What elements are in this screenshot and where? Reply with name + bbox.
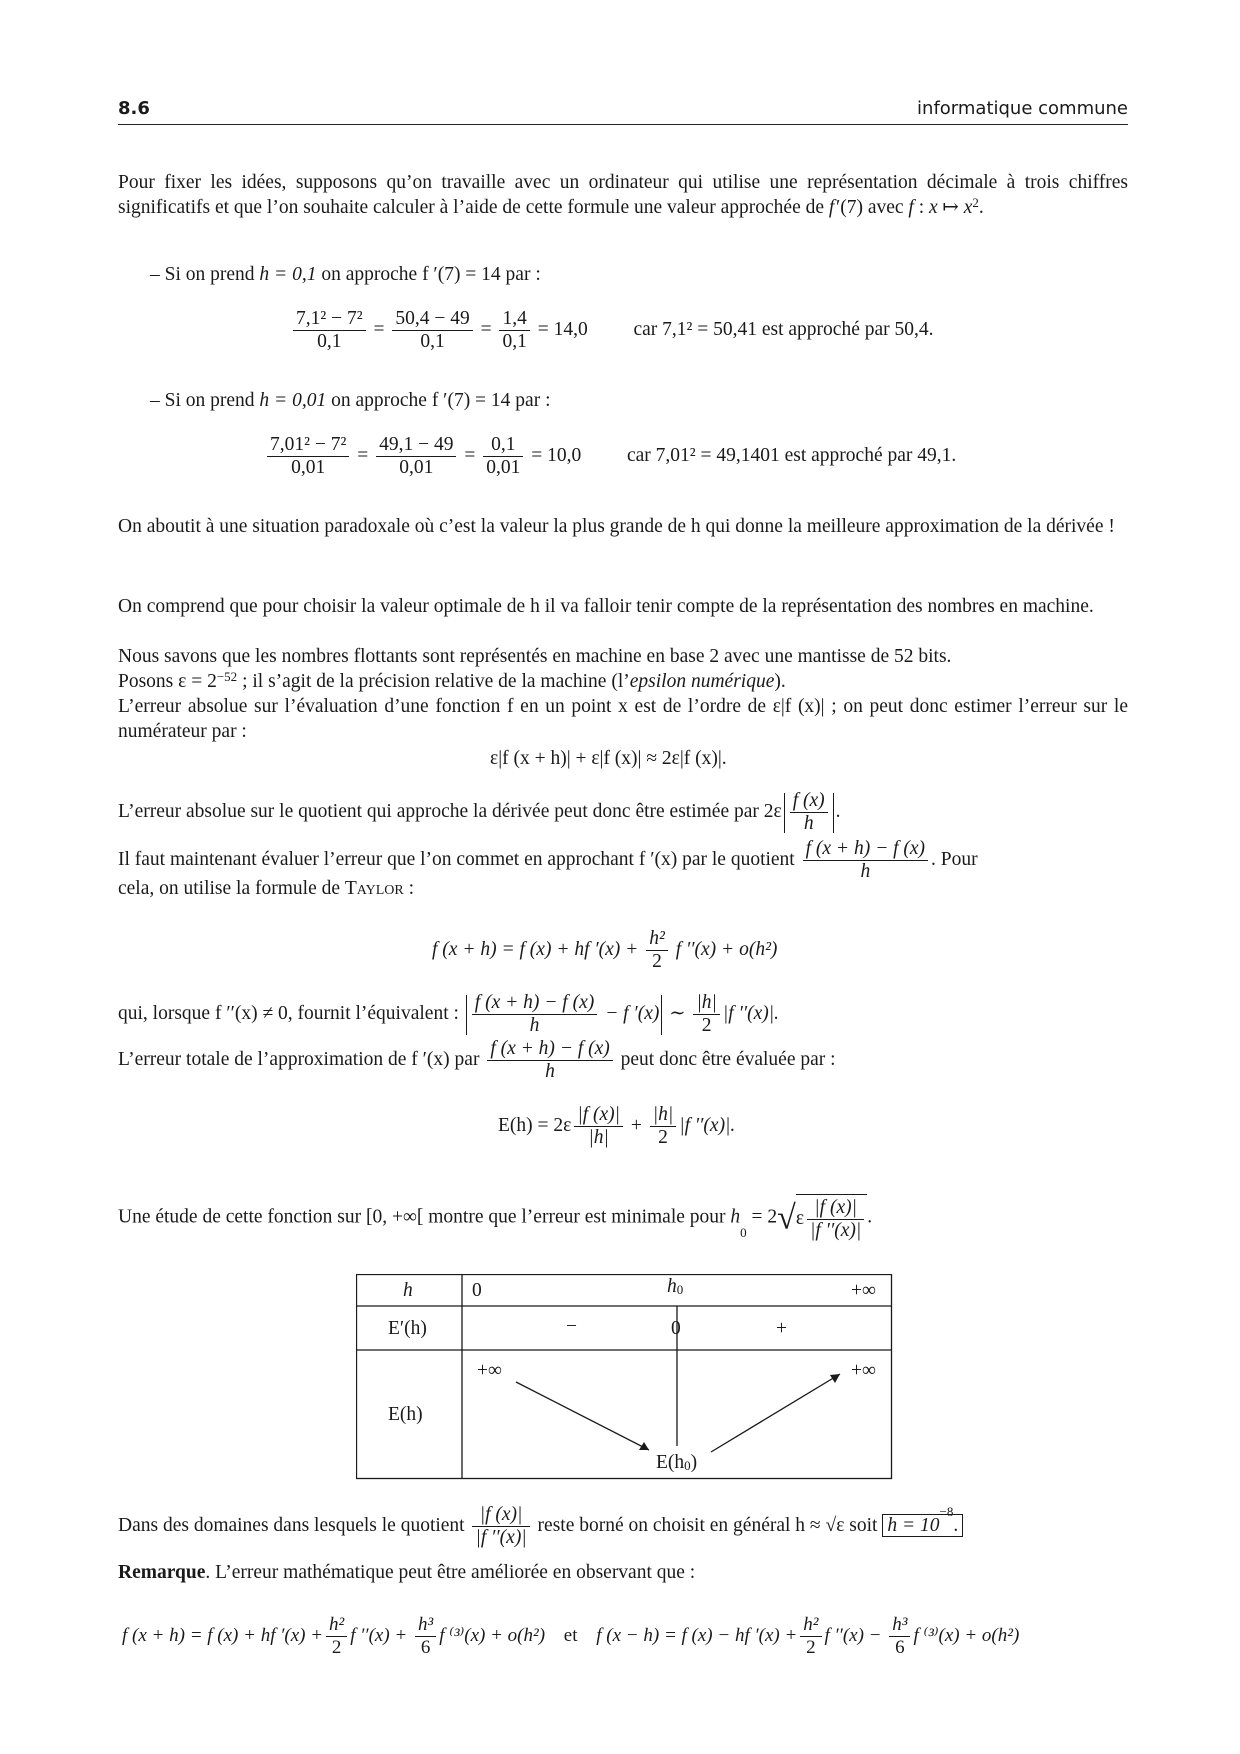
equation-total-error: E(h) = 2ε $\frac{|f (x)|}{|h|}$ + $\frac{|h|}{2}$ |f ′′(x)|.: [498, 1104, 736, 1148]
table-sign-plus: +: [776, 1318, 787, 1339]
variation-table: [356, 1274, 893, 1480]
table-label-function: E(h): [388, 1404, 423, 1425]
paragraph-floats: Nous savons que les nombres flottants sont représentés en machine en base 2 avec une mantisse de 52 bits.: [118, 646, 952, 667]
paragraph-evaluate: Il faut maintenant évaluer l’erreur que l’on commet en approchant f ′(x) par le quotient $\frac{f (x + h) - f (x)}{h}$ . Pour: [118, 838, 978, 882]
paragraph-representation: On comprend que pour choisir la valeur optimale de h il va falloir tenir compte de la représentation des nombres en machine.: [118, 596, 1094, 617]
section-number: 8.6: [118, 98, 150, 119]
equation-numerator-error: ε|f (x + h)| + ε|f (x)| ≈ 2ε|f (x)|.: [490, 748, 727, 769]
remark: Remarque. L’erreur mathématique peut être améliorée en observant que :: [118, 1562, 696, 1583]
case-1-line: – Si on prend h = 0,1 on approche f ′(7) = 14 par :: [150, 264, 541, 285]
case-1-equation: $\frac{\text{7,1² − 7²}}{0,1}$ = $\frac{50,4 - 49}{0,1}$ = $\frac{1,4}{0,1}$ = 14,0 car 7,1² = 50,41 est approché par 50,4.: [290, 308, 934, 353]
table-h-inf: +∞: [851, 1280, 876, 1301]
table-sign-minus: −: [566, 1316, 577, 1337]
case-2-line: – Si on prend h = 0,01 on approche f ′(7) = 14 par :: [150, 390, 551, 411]
equation-taylor: f (x + h) = f (x) + hf ′(x) + $\frac{\text{h²}}{2}$ f ′′(x) + o(h²): [432, 928, 778, 972]
table-sign-zero: 0: [671, 1318, 681, 1339]
case-2-equation: $\frac{\text{7,01² − 7²}}{0,01}$ = $\frac{49,1 - 49}{0,01}$ = $\frac{0,1}{0,01}$ = 10,0 car 7,01² = 49,1401 est approché par 49,1.: [264, 434, 956, 479]
paragraph-epsilon: Posons $\varepsilon = 2^{-52}$ ; il s’agit de la précision relative de la machine (l’epsilon numérique).: [118, 669, 786, 692]
table-h0: $h_0$: [667, 1276, 684, 1297]
paragraph-choice-h: Dans des domaines dans lesquels le quotient $\frac{|f (x)|}{|f ''(x)|}$ reste borné on choisit en général h ≈ √ε soit $h = 10^{-8}$.: [118, 1504, 963, 1549]
table-label-derivative: E′(h): [388, 1318, 427, 1339]
paragraph-paradox: On aboutit à une situation paradoxale où c’est la valeur la plus grande de h qui donne la meilleure approximation de la dérivée !: [118, 516, 1115, 537]
table-h-zero: 0: [472, 1280, 482, 1301]
paragraph-total-error: L’erreur totale de l’approximation de f ′(x) par $\frac{f (x + h) - f (x)}{h}$ peut donc être évaluée par :: [118, 1038, 836, 1082]
equation-taylor-pair: f (x + h) = f (x) + hf ′(x) + $\frac{\text{h²}}{2}$ f ′′(x) + $\frac{\text{h³}}{6}$ f ⁽³⁾(x) + o(h²) et f (x − h) = f (x) − hf ′(x) + $\frac{\text{h²}}{2}$ f ′′(x) − $\frac{\text{h³}}{6}$ f ⁽³⁾(x) + o(h²): [122, 1614, 1020, 1658]
table-limit-right: +∞: [851, 1360, 876, 1381]
paragraph-quotient-error: L’erreur absolue sur le quotient qui approche la dérivée peut donc être estimée par 2ε $\frac{f (x)}{h}$ .: [118, 790, 841, 834]
page-header: [118, 96, 1128, 125]
table-limit-left: +∞: [477, 1360, 502, 1381]
paragraph-intro: Pour fixer les idées, supposons qu’on travaille avec un ordinateur qui utilise une représentation décimale à trois chiffres significatifs et que l’on souhaite calculer à l’aide de cette formule une valeur approchée de f ′(7) avec f : x ↦ $x^2$.: [118, 172, 1128, 218]
paragraph-optimal-h: Une étude de cette fonction sur [0, +∞[ montre que l’erreur est minimale pour $h_0 = 2√\varepsilon$ $\frac{|f (x)|}{|f ''(x)|}$ .: [118, 1194, 872, 1242]
paragraph-taylor-intro: cela, on utilise la formule de Taylor :: [118, 878, 415, 899]
increasing-arrow: [711, 1374, 840, 1452]
variation-table-grid: [356, 1274, 893, 1480]
paragraph-equivalent: qui, lorsque f ′′(x) ≠ 0, fournit l’équivalent : $\frac{f (x + h) - f (x)}{h}$ − f ′(x) ∼ $\frac{|h|}{2}$ |f ′′(x)|.: [118, 992, 779, 1036]
chapter-title: informatique commune: [917, 98, 1128, 119]
paragraph-abs-error: L’erreur absolue sur l’évaluation d’une fonction f en un point x est de l’ordre de ε|f (x)| ; on peut donc estimer l’erreur sur le numérateur par :: [118, 696, 1128, 742]
table-label-h: h: [403, 1280, 413, 1301]
boxed-result: $h = 10^{-8}$.: [882, 1514, 963, 1537]
decreasing-arrow: [516, 1382, 649, 1450]
table-minimum: $E(h_0)$: [656, 1452, 698, 1473]
